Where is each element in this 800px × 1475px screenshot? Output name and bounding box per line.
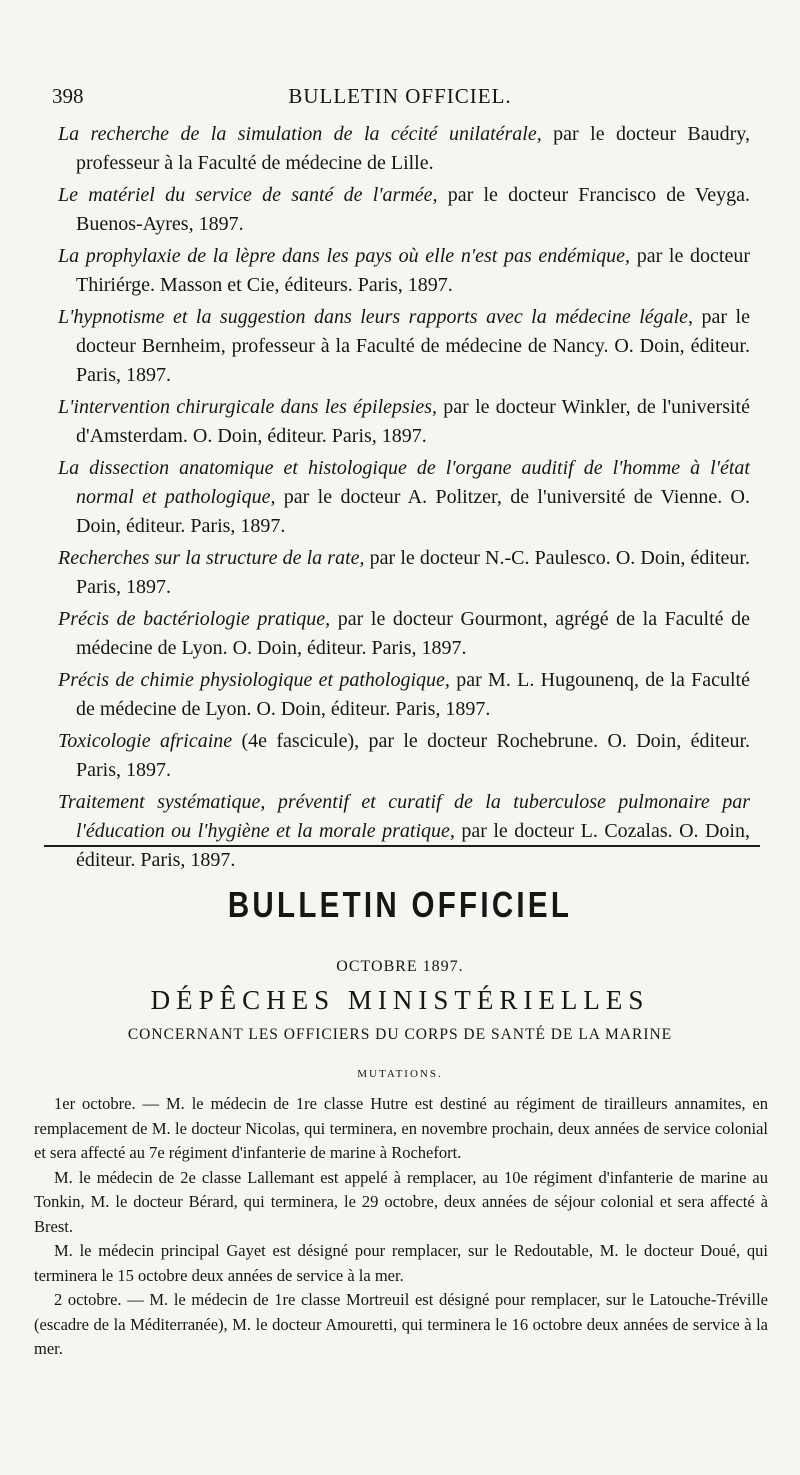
entry-details: par le docteur Thiriérge. Masson et Cie, éditeurs. Paris, 1897.: [76, 245, 750, 296]
entry-title: L'hypnotisme et la suggestion dans leurs rapports avec la médecine légale,: [58, 306, 694, 328]
bibliography-entry: [58, 605, 750, 663]
bibliography-entry: [58, 788, 750, 875]
entry-title: Le matériel du service de santé de l'armée,: [58, 184, 438, 206]
mutation-paragraph: 1er octobre. — M. le médecin de 1re classe Hutre est destiné au régiment de tirailleurs annamites, en remplacement de M. le docteur Nicolas, qui terminera, en novembre prochain, deux années de service colonial et sera affecté au 7e régiment d'infanterie de marine à Rochefort.: [34, 1094, 768, 1162]
entry-details: (4e fascicule), par le docteur Rochebrune. O. Doin, éditeur. Paris, 1897.: [76, 730, 751, 781]
section-title: DÉPÊCHES MINISTÉRIELLES: [150, 985, 650, 1015]
mutation-paragraph: M. le médecin de 2e classe Lallemant est appelé à remplacer, au 10e régiment d'infanterie de marine au Tonkin, M. le docteur Bérard, qui terminera, le 29 octobre, deux années de séjour colonial et sera affecté à Brest.: [34, 1167, 768, 1236]
bulletin-month: OCTOBRE 1897.: [336, 958, 464, 975]
entry-details: par le docteur Bernheim, professeur à la Faculté de médecine de Nancy. O. Doin, éditeur. Paris, 1897.: [76, 306, 750, 386]
entry-details: par M. L. Hugounenq, de la Faculté de médecine de Lyon. O. Doin, éditeur. Paris, 1897.: [76, 669, 750, 720]
bibliography-entry: [58, 666, 750, 724]
entry-title: La recherche de la simulation de la cécité unilatérale,: [58, 123, 542, 145]
bibliography-list: [58, 120, 750, 878]
bibliography-entry: [58, 393, 750, 451]
section-subtitle: CONCERNANT LES OFFICIERS DU CORPS DE SANTÉ DE LA MARINE: [127, 1026, 673, 1043]
entry-title: Précis de bactériologie pratique,: [58, 608, 331, 630]
mutation-paragraph: 2 octobre. — M. le médecin de 1re classe Mortreuil est désigné pour remplacer, sur le Latouche-Tréville (escadre de la Méditerranée), M. le docteur Amouretti, qui terminera le 16 octobre deux années de service à la mer.: [34, 1290, 768, 1358]
bibliography-entry: [58, 454, 750, 541]
bulletin-title: BULLETIN OFFICIEL: [227, 884, 573, 925]
entry-details: par le docteur N.-C. Paulesco. O. Doin, éditeur. Paris, 1897.: [76, 547, 750, 598]
bibliography-entry: [58, 303, 750, 390]
entry-title: Recherches sur la structure de la rate,: [58, 547, 365, 569]
bibliography-entry: [58, 181, 750, 239]
entry-details: par le docteur L. Cozalas. O. Doin, éditeur. Paris, 1897.: [76, 820, 750, 871]
bibliography-entry: [58, 727, 750, 785]
entry-title: L'intervention chirurgicale dans les épilepsies,: [58, 396, 438, 418]
bibliography-entry: [58, 120, 750, 178]
entry-title: La dissection anatomique et histologique de l'organe auditif de l'homme à l'état normal et pathologique,: [58, 457, 750, 508]
subsection-heading: MUTATIONS.: [357, 1068, 443, 1080]
bibliography-entry: [58, 242, 750, 300]
entry-title: Toxicologie africaine: [58, 730, 233, 752]
mutation-paragraph: M. le médecin principal Gayet est désigné pour remplacer, sur le Redoutable, M. le docteur Doué, qui terminera le 15 octobre deux années de service à la mer.: [34, 1241, 768, 1285]
entry-details: par le docteur Gourmont, agrégé de la Faculté de médecine de Lyon. O. Doin, éditeur. Paris, 1897.: [76, 608, 750, 659]
page-header: [52, 84, 748, 114]
entry-title: La prophylaxie de la lèpre dans les pays où elle n'est pas endémique,: [58, 245, 631, 267]
bibliography-entry: [58, 544, 750, 602]
page-number: 398: [52, 84, 84, 108]
entry-details: par le docteur A. Politzer, de l'université de Vienne. O. Doin, éditeur. Paris, 1897.: [76, 486, 750, 537]
entry-details: par le docteur Winkler, de l'université d'Amsterdam. O. Doin, éditeur. Paris, 1897.: [76, 396, 750, 447]
mutations-body: [34, 1092, 768, 1362]
entry-details: par le docteur Baudry, professeur à la Faculté de médecine de Lille.: [76, 123, 750, 174]
running-title: BULLETIN OFFICIEL.: [288, 84, 512, 108]
entry-title: Traitement systématique, préventif et curatif de la tuberculose pulmonaire par l'éducation ou l'hygiène et la morale pratique,: [58, 791, 750, 842]
section-divider: [44, 845, 760, 847]
entry-details: par le docteur Francisco de Veyga. Buenos-Ayres, 1897.: [76, 184, 750, 235]
entry-title: Précis de chimie physiologique et pathologique,: [58, 669, 450, 691]
